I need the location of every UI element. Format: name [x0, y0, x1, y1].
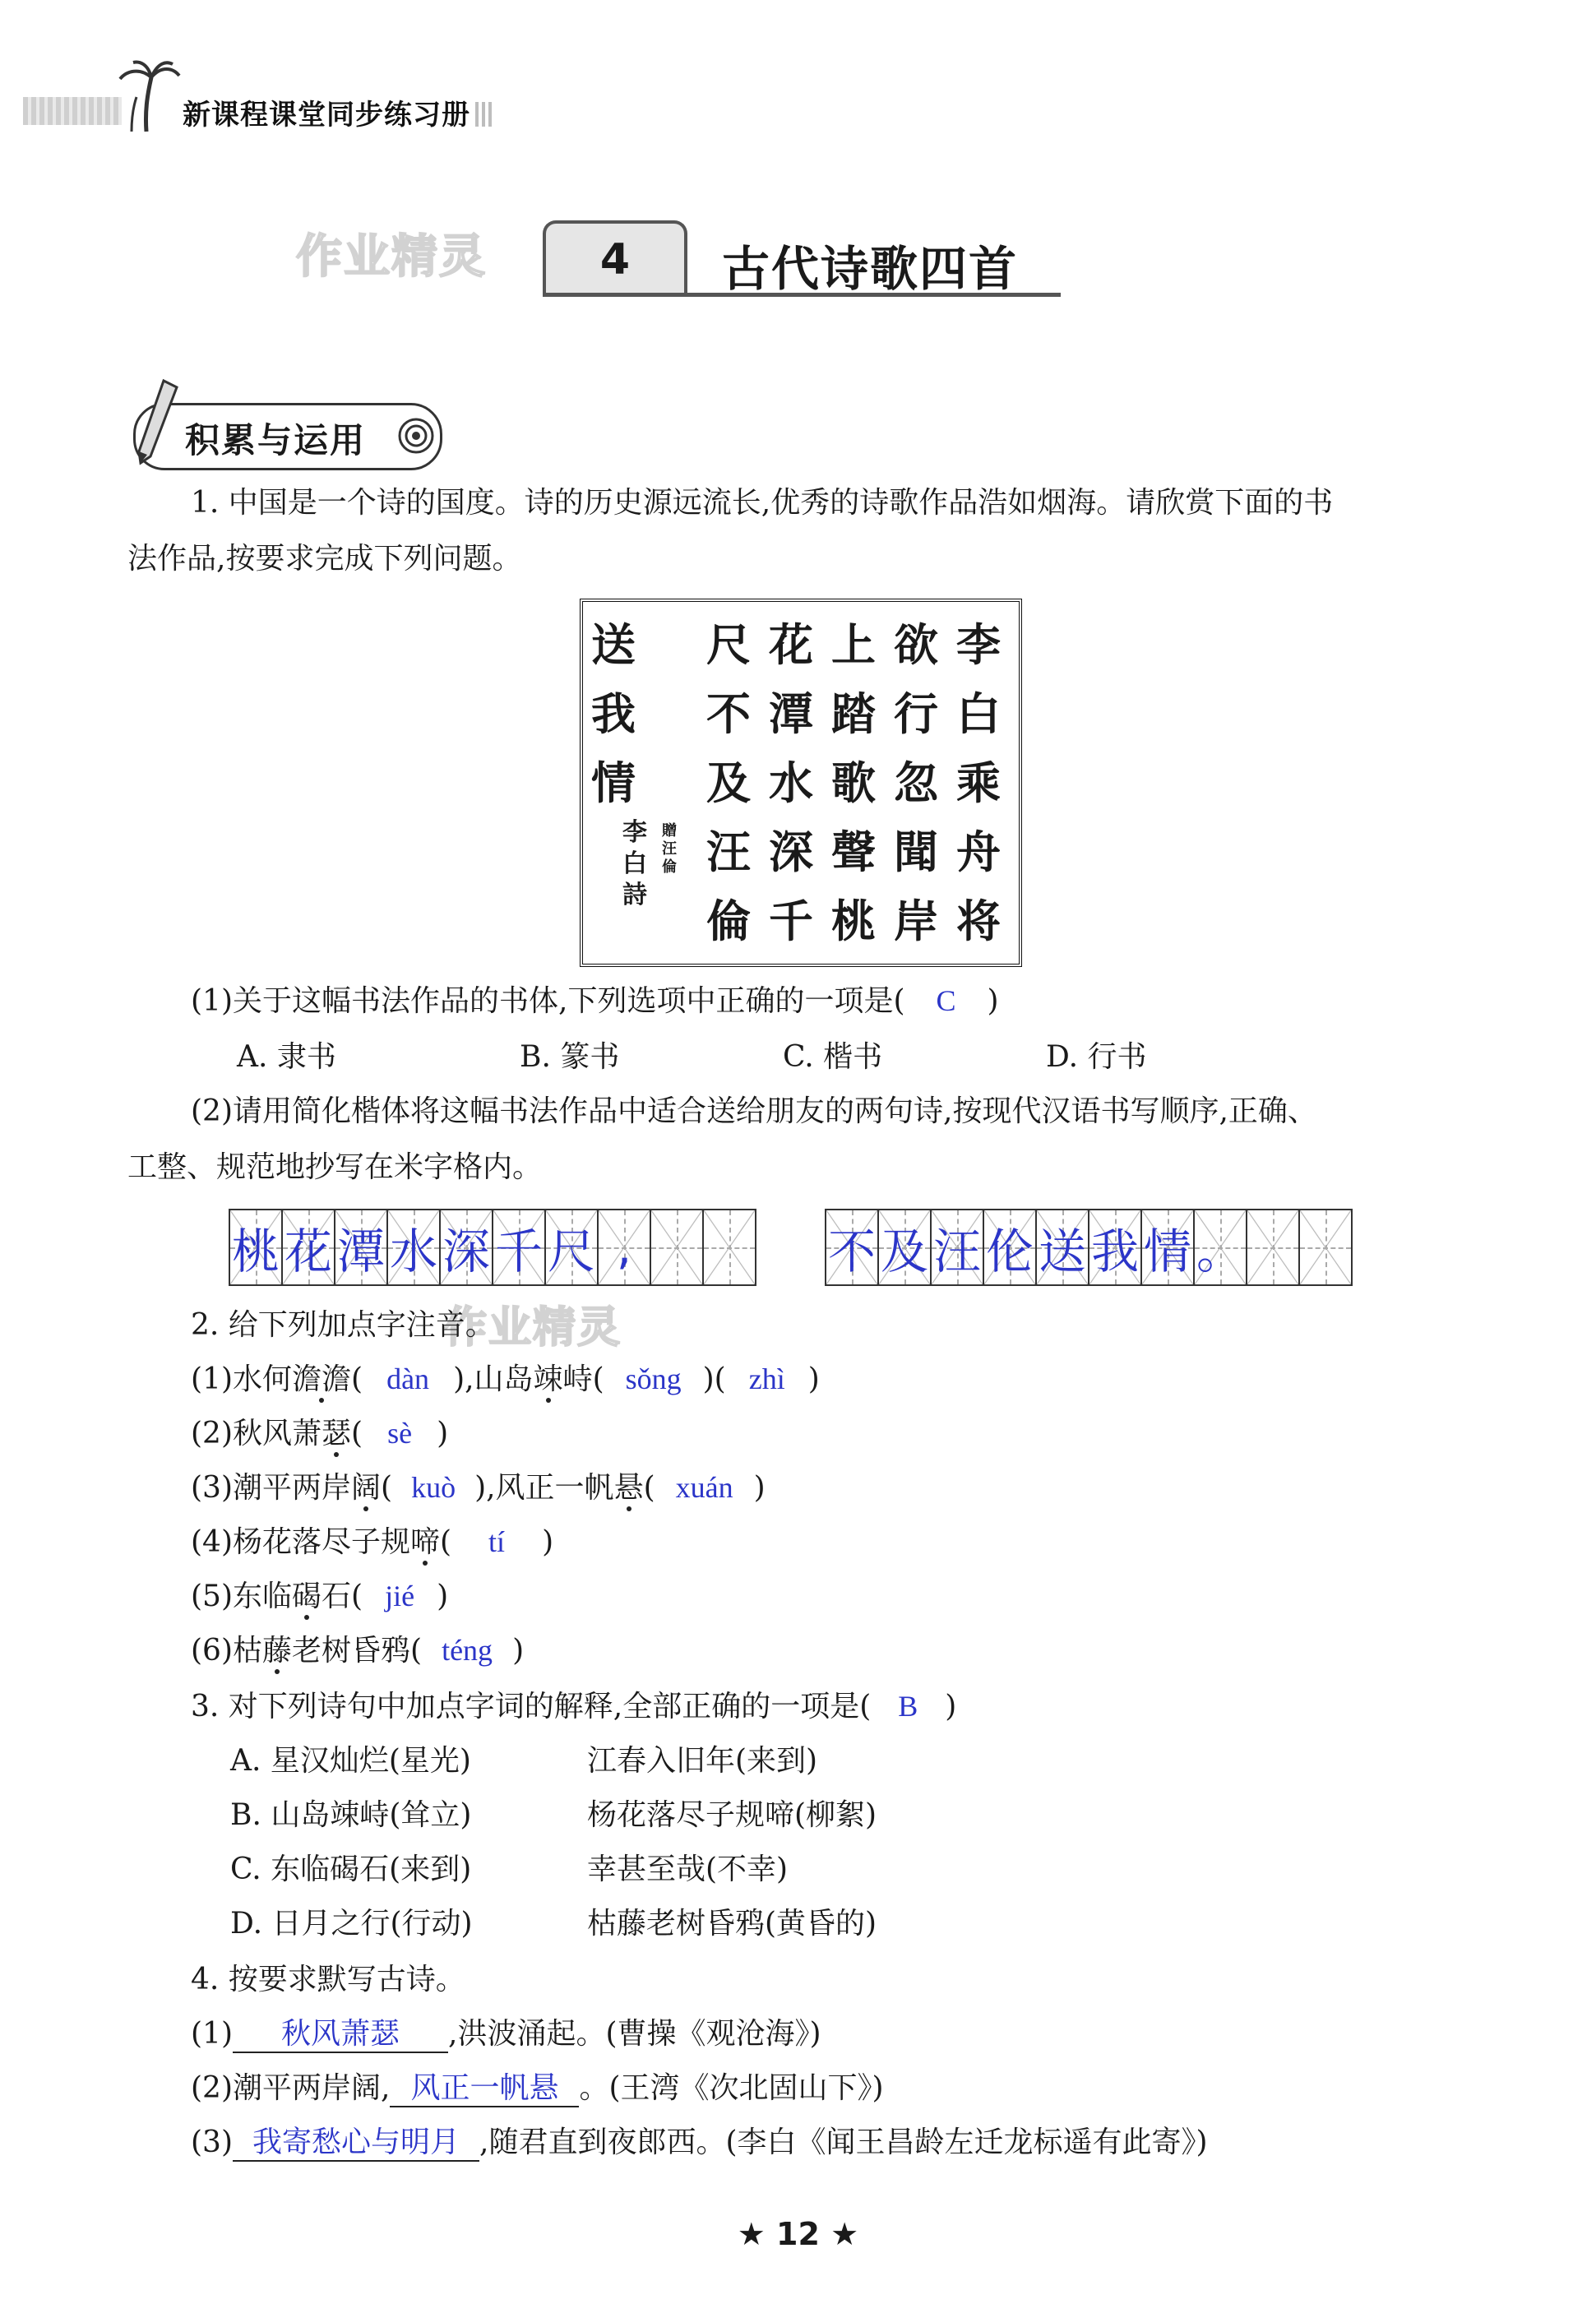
answer-grid-1: [229, 1209, 755, 1286]
grid-cell: 花: [281, 1209, 335, 1286]
q2-item-6: (6)枯藤老树昏鸦( téng ): [191, 1634, 525, 1668]
q2-item-4: (4)杨花落尽子规啼( tí ): [191, 1525, 554, 1559]
grid-cell: [702, 1209, 756, 1286]
q4-blank-3: 我寄愁心与明月: [233, 2125, 479, 2162]
grid-cell: [650, 1209, 704, 1286]
grid-cell: 。: [1193, 1209, 1247, 1286]
dotted-char: 碣: [292, 1580, 322, 1613]
watermark-2: 作业精灵: [444, 1303, 622, 1353]
q3-stem-line: 3. 对下列诗句中加点字词的解释,全部正确的一项是( B ): [191, 1690, 957, 1723]
book-title: 新课程课堂同步练习册: [183, 99, 470, 132]
grid-cell: ,: [597, 1209, 651, 1286]
grid-cell: 我: [1088, 1209, 1142, 1286]
q2-item-2: (2)秋风萧瑟( sè ): [191, 1417, 449, 1450]
q1-sub1: [191, 983, 999, 1019]
q1-option-a: A. 隶书: [237, 1040, 336, 1074]
calligraphy-column-6: 送我情: [591, 618, 636, 809]
q2-item-3: (3)潮平两岸阔( kuò ),风正一帆悬( xuán ): [191, 1471, 766, 1505]
grid-cell: 不: [825, 1209, 879, 1286]
grid-cell: 千: [492, 1209, 546, 1286]
lesson-number: 4: [543, 220, 687, 296]
calligraphy-artwork: [580, 599, 1022, 967]
grid-cell: 桃: [229, 1209, 283, 1286]
calligraphy-column-1: 李白乘舟将: [956, 618, 1001, 947]
q1-stem-line1: 1. 中国是一个诗的国度。诗的历史源远流长,优秀的诗歌作品浩如烟海。请欣赏下面的书: [191, 486, 1334, 520]
q3-answer: B: [898, 1690, 918, 1723]
calligraphy-column-3: 上踏歌聲桃: [831, 618, 876, 947]
q1-sub1-stem: (1)关于这幅书法作品的书体,下列选项中正确的一项是(: [191, 984, 905, 1018]
q2-item-1: (1)水何澹澹( dàn ),山岛竦峙( sǒng )( zhì ): [191, 1362, 820, 1396]
dotted-char: 瑟: [322, 1417, 352, 1450]
watermark: 作业精灵: [296, 230, 487, 284]
grid-cell: 潭: [334, 1209, 388, 1286]
page-number: ★ 12 ★: [737, 2216, 859, 2252]
calligraphy-column-5: 尺不及汪倫: [706, 618, 751, 947]
q4-stem: 4. 按要求默写古诗。: [191, 1963, 465, 1996]
header-decor-bar-right: [475, 102, 495, 127]
q1-sub2-line2: 工整、规范地抄写在米字格内。: [127, 1150, 543, 1184]
grid-cell: 尺: [544, 1209, 599, 1286]
section-title: 积累与运用: [185, 420, 367, 460]
grid-cell: 情: [1140, 1209, 1195, 1286]
q3-option-c-left: C. 东临碣石(来到): [230, 1853, 472, 1886]
q3-option-d-left: D. 日月之行(行动): [230, 1907, 473, 1941]
grid-cell: 汪: [930, 1209, 984, 1286]
grid-cell: 伦: [983, 1209, 1037, 1286]
q1-sub1-close: ): [987, 984, 999, 1018]
grid-cell: 水: [386, 1209, 441, 1286]
grid-cell: [1298, 1209, 1353, 1286]
grid-cell: 深: [439, 1209, 493, 1286]
q1-stem-line2: 法作品,按要求完成下列问题。: [127, 542, 522, 576]
q4-item-1: (1) 秋风萧瑟 ,洪波涌起。(曹操《观沧海》): [191, 2016, 821, 2053]
q3-option-b-right: 杨花落尽子规啼(柳絮): [587, 1798, 877, 1832]
grid-cell: 及: [877, 1209, 932, 1286]
q1-option-b: B. 篆书: [520, 1040, 620, 1074]
q1-sub2-line1: (2)请用简化楷体将这幅书法作品中适合送给朋友的两句诗,按现代汉语书写顺序,正确、: [191, 1094, 1317, 1128]
lesson-title: 古代诗歌四首: [722, 241, 1019, 297]
q2-stem: 2. 给下列加点字注音。: [191, 1308, 495, 1342]
q3-option-a-left: A. 星汉灿烂(星光): [230, 1744, 471, 1778]
dotted-char: 澹澹: [292, 1362, 352, 1396]
q4-blank-2: 风正一帆悬: [390, 2070, 579, 2107]
q4-item-2: (2)潮平两岸阔, 风正一帆悬 。(王湾《次北固山下》): [191, 2070, 884, 2107]
q3-option-c-right: 幸甚至哉(不幸): [587, 1853, 789, 1886]
palm-tree-icon: [115, 59, 181, 133]
section-tag: [133, 403, 442, 470]
q4-item-3: (3) 我寄愁心与明月 ,随君直到夜郎西。(李白《闻王昌龄左迁龙标遥有此寄》): [191, 2125, 1208, 2162]
dotted-char: 藤: [262, 1634, 293, 1668]
calligraphy-column-2: 欲行忽聞岸: [894, 618, 938, 947]
q4-blank-1: 秋风萧瑟: [233, 2016, 448, 2053]
dotted-char: 悬: [613, 1471, 644, 1505]
q1-option-d: D. 行书: [1046, 1040, 1147, 1074]
pencil-icon: [131, 377, 180, 468]
q3-option-d-right: 枯藤老树昏鸦(黄昏的): [587, 1907, 877, 1941]
spiral-icon: [397, 417, 435, 455]
header-decor-bar: [23, 97, 122, 125]
dotted-char: 啼: [410, 1525, 441, 1559]
q3-option-a-right: 江春入旧年(来到): [587, 1744, 818, 1778]
grid-cell: 送: [1035, 1209, 1089, 1286]
q3-option-b-left: B. 山岛竦峙(耸立): [230, 1798, 472, 1832]
answer-grid-2: [825, 1209, 1351, 1286]
q2-item-5: (5)东临碣石( jié ): [191, 1580, 449, 1613]
calligraphy-signature: 李白詩: [622, 818, 647, 909]
calligraphy-column-4: 花潭水深千: [769, 618, 813, 947]
grid-cell: [1246, 1209, 1300, 1286]
q1-option-c: C. 楷书: [783, 1040, 883, 1074]
q1-sub1-answer: C: [936, 984, 956, 1017]
calligraphy-seal-title: 贈汪倫: [662, 822, 677, 876]
dotted-char: 阔: [351, 1471, 382, 1505]
dotted-char: 竦: [533, 1362, 563, 1396]
